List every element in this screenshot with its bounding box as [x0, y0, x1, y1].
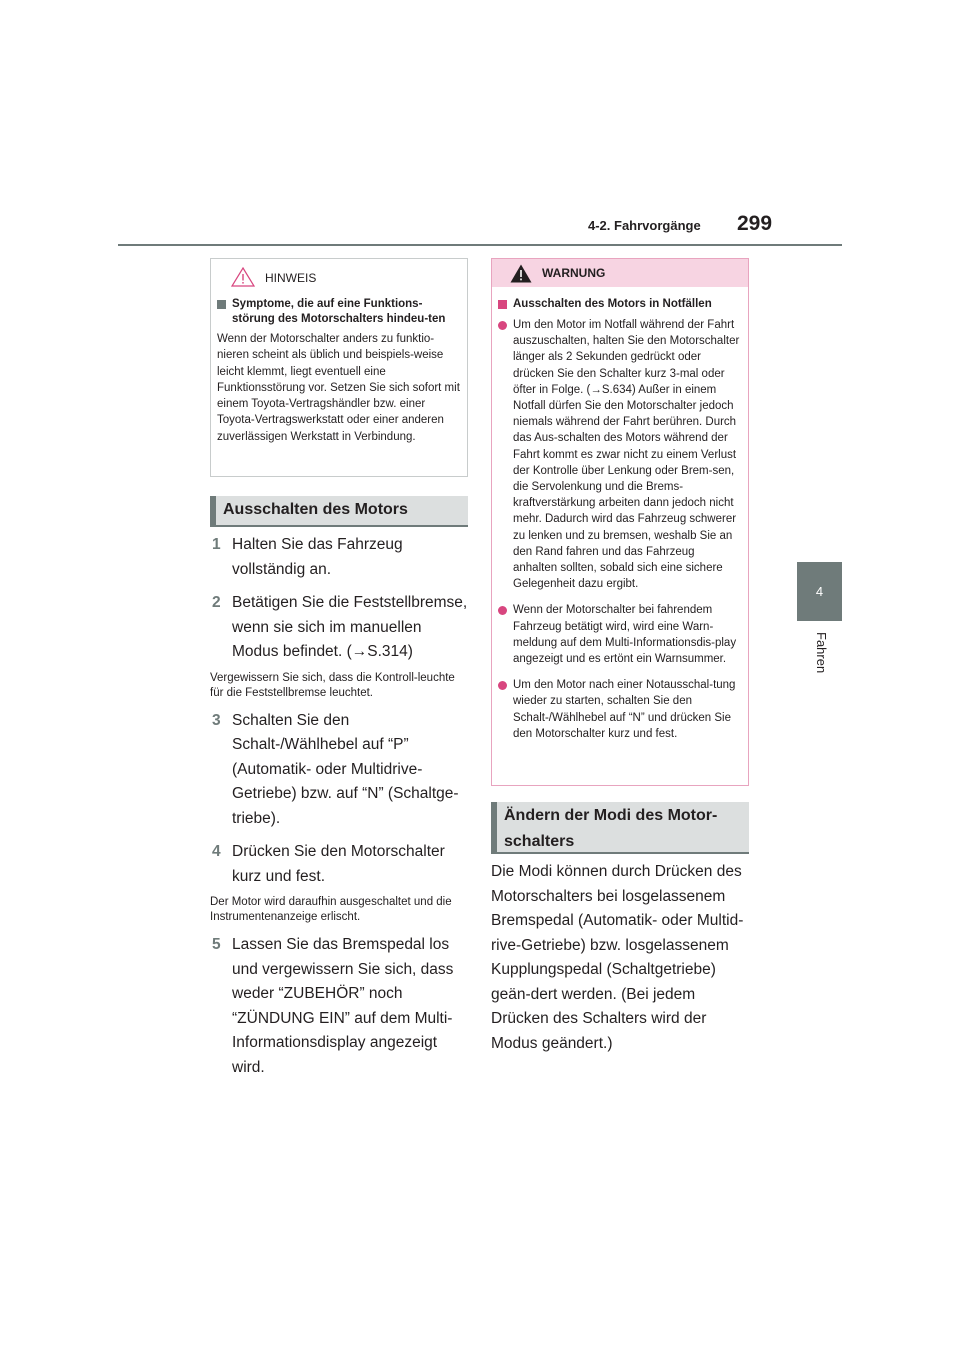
list-item-text: Um den Motor nach einer Notausschal-tung wieder zu starten, schalten Sie den Schalt-/Wählhebel auf “N” und drücken Sie den Motorschalter kurz und fest.	[513, 679, 736, 740]
list-item	[498, 677, 740, 742]
note-body: Wenn der Motorschalter anders zu funktio-nieren scheint als üblich und beispiels-weise leicht klemmt, liegt eventuell eine Funktionsstörung vor. Setzen Sie sich sofort mit einem Toyota-Vertragshändler bzw. einer Toyota-Vertragswerkstatt oder einer anderen zuverlässigen Werkstatt in Verbindung.	[217, 333, 460, 443]
square-bullet-icon	[217, 300, 226, 309]
list-item-text: Um den Motor im Notfall während der Fahrt auszuschalten, halten Sie den Motorschalter länger als 2 Sekunden gedrückt oder drücken Sie den Schalter kurz 3-mal oder öfter in Folge. (→S.634) Außer in einem Notfall dürfen Sie den Motorschalter jedoch niemals während der Fahrt berühren. Durch das Aus-schalten des Motors während der Fahrt kommt es zwar nicht zu einem Verlust der Kontrolle über Lenkung oder Brem-sen, die Servolenkung und die Brems-kraftverstärkung arbeiten dann jedoch nicht mehr. Dadurch wird das Fahrzeug schwerer zu lenken und zu bremsen, weshalb Sie an den Rand fahren und das Fahrzeug anhalten sollten, sobald sich eine sichere Gelegenheit dazu ergibt.	[513, 319, 740, 591]
chapter-label: Fahren	[814, 632, 829, 674]
warning-box	[491, 258, 749, 786]
warning-triangle-outline-icon	[231, 267, 255, 287]
step-number: 4	[212, 843, 221, 860]
step-text: Drücken Sie den Motorschalter kurz und fest.	[232, 843, 445, 885]
step-item	[210, 709, 470, 832]
dot-bullet-icon	[498, 606, 507, 615]
header-divider	[118, 244, 842, 246]
section-heading-ausschalten: Ausschalten des Motors	[210, 496, 468, 527]
step-item	[210, 933, 470, 1080]
warning-subheading	[498, 297, 740, 312]
section-title: 4-2. Fahrvorgänge	[588, 218, 701, 233]
list-item	[498, 317, 740, 592]
page-number: 299	[737, 212, 773, 235]
step-note: Vergewissern Sie sich, dass die Kontroll-leuchte für die Feststellbremse leuchtet.	[210, 671, 455, 699]
steps-list	[210, 533, 470, 1080]
section2-body: Die Modi können durch Drücken des Motorschalters bei losgelassenem Bremspedal (Automatik- oder Multid-rive-Getriebe) bzw. losgelassenem Kupplungspedal (Schaltgetriebe) geän-dert werden. (Bei jedem Drücken des Schalters wird der Modus geändert.)	[491, 863, 744, 1052]
chapter-tab[interactable]: 4	[797, 562, 842, 621]
warning-triangle-filled-icon	[510, 264, 532, 283]
note-subheading	[217, 297, 461, 327]
step-text: Schalten Sie den Schalt-/Wählhebel auf “P” (Automatik- oder Multidrive-Getriebe) bzw. auf “N” (Schaltge-triebe).	[232, 711, 459, 827]
step-item	[210, 591, 470, 665]
step-item	[210, 533, 470, 582]
warning-header	[492, 259, 748, 287]
warning-body	[492, 287, 748, 742]
note-header	[217, 265, 461, 291]
step-item	[210, 840, 470, 889]
warning-subheading-text: Ausschalten des Motors in Notfällen	[513, 298, 712, 310]
step-number: 3	[212, 711, 221, 729]
dot-bullet-icon	[498, 321, 507, 330]
section-heading-modi: Ändern der Modi des Motor-schalters	[491, 802, 749, 854]
square-bullet-icon	[498, 300, 507, 309]
dot-bullet-icon	[498, 681, 507, 690]
note-box	[210, 258, 468, 477]
note-title: HINWEIS	[265, 271, 317, 285]
step-text: Halten Sie das Fahrzeug vollständig an.	[232, 536, 403, 578]
step-note: Der Motor wird daraufhin ausgeschaltet und die Instrumentenanzeige erlischt.	[210, 896, 452, 923]
step-text: Betätigen Sie die Feststellbremse, wenn sie sich im manuellen Modus befindet. (→S.314)	[232, 594, 468, 660]
step-text: Lassen Sie das Bremspedal los und vergewissern Sie sich, dass weder “ZUBEHÖR” noch “ZÜNDUNG EIN” auf dem Multi-Informationsdisplay angezeigt wird.	[232, 936, 454, 1076]
warning-title: WARNUNG	[542, 266, 606, 280]
step-number: 1	[212, 536, 221, 553]
step-number: 5	[212, 936, 221, 953]
list-item	[498, 602, 740, 667]
list-item-text: Wenn der Motorschalter bei fahrendem Fahrzeug betätigt wird, wird eine Warn-meldung auf dem Multi-Informationsdis-play angezeigt und es ertönt ein Warnsummer.	[513, 604, 737, 666]
step-number: 2	[212, 594, 221, 611]
note-subheading-text: Symptome, die auf eine Funktions-störung des Motorschalters hindeu-ten	[232, 298, 446, 325]
